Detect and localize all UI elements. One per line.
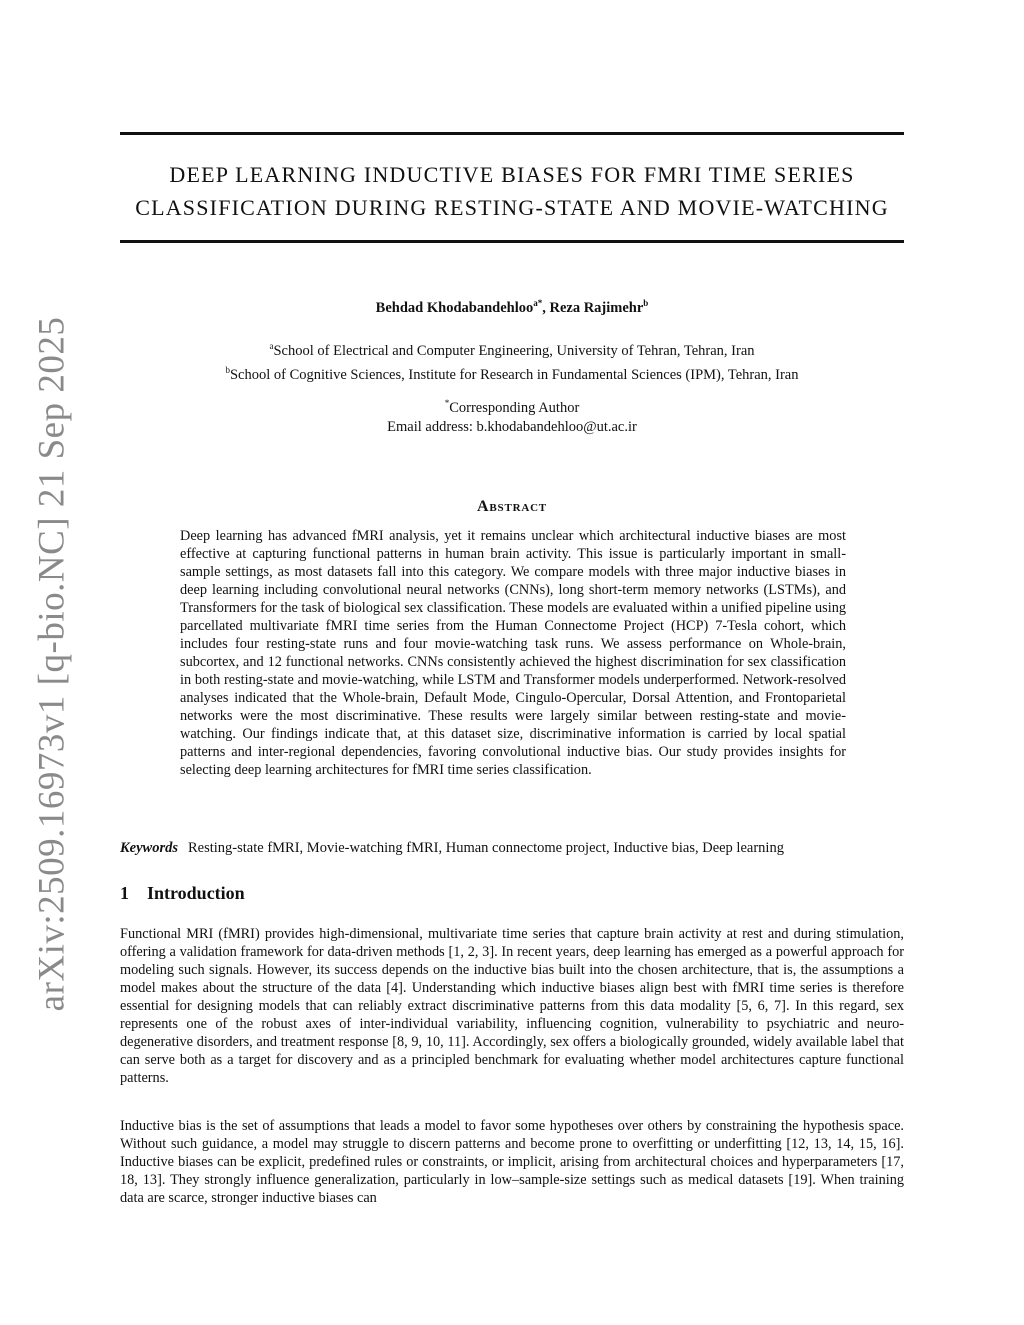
email-line: Email address: b.khodabandehloo@ut.ac.ir <box>387 418 637 435</box>
keywords-label: Keywords <box>120 840 178 856</box>
title-top-rule <box>120 132 904 135</box>
author-affiliation-mark: a* <box>533 298 543 308</box>
paper-title <box>120 158 904 224</box>
body-paragraph: Inductive bias is the set of assumptions that leads a model to favor some hypotheses over others by constraining the hypothesis space. Without such guidance, a model may struggle to discern patterns and become prone to overfitting or underfitting [12, 13, 14, 15, 16]. Inductive biases can be explicit, predefined rules or constraints, or implicit, arising from architectural choices and hyperparameters [17, 18, 13]. They strongly influence generalization, particularly in low–sample-size settings such as medical datasets [19]. When training data are scarce, stronger inductive biases can <box>120 1118 904 1206</box>
title-bottom-rule <box>120 240 904 243</box>
affiliation-mark: a <box>269 341 274 351</box>
abstract-heading: Abstract <box>477 498 547 515</box>
corresponding-author-line <box>120 394 904 418</box>
author-affiliation-mark: b <box>643 298 649 308</box>
abstract-text: Deep learning has advanced fMRI analysis, yet it remains unclear which architectural inductive biases are most effective at capturing functional patterns in human brain activity. This issue is particularly important in small-sample settings, as most datasets fall into this category. We compare models with three major inductive biases in deep learning including convolutional neural networks (CNNs), long short-term memory networks (LSTMs), and Transformers for the task of biological sex classification. These models are evaluated within a unified pipeline using parcellated multivariate fMRI time series from the Human Connectome Project (HCP) 7-Tesla cohort, which includes four resting-state runs and four movie-watching task runs. We assess performance on Whole-brain, subcortex, and 12 functional networks. CNNs consistently achieved the highest discrimination for sex classification in both resting-state and movie-watching, while LSTM and Transformer models underperformed. Network-resolved analyses indicated that the Whole-brain, Default Mode, Cingulo-Opercular, Dorsal Attention, and Frontoparietal networks were the most discriminative. These results were largely similar between resting-state and movie-watching. Our findings indicate that, at this dataset size, discriminative information is carried by local spatial patterns and inter-regional dependencies, favoring convolutional inductive bias. Our study provides insights for selecting deep learning architectures for fMRI time series classification. <box>180 528 846 778</box>
section-number: 1 <box>120 883 129 903</box>
affiliation-text: School of Cognitive Sciences, Institute for Research in Fundamental Sciences (IPM), Tehran, Iran <box>229 366 799 383</box>
keywords <box>120 840 904 857</box>
author-list <box>120 298 904 317</box>
affiliations <box>120 337 904 385</box>
author-name: Reza Rajimehr <box>549 299 644 316</box>
section-heading <box>120 883 245 904</box>
affiliation-line <box>120 361 904 385</box>
keywords-text: Resting-state fMRI, Movie-watching fMRI, Human connectome project, Inductive bias, Deep learning <box>188 840 784 856</box>
section-title: Introduction <box>147 883 245 903</box>
author-separator: , <box>542 299 550 316</box>
correspondence <box>120 394 904 437</box>
affiliation-line <box>120 337 904 361</box>
arxiv-side-stamp: arXiv:2509.16973v1 [q-bio.NC] 21 Sep 2025 <box>31 316 73 1012</box>
affiliation-text: School of Electrical and Computer Engineering, University of Tehran, Tehran, Iran <box>273 342 755 359</box>
corresponding-label: Corresponding Author <box>449 399 580 416</box>
affiliation-mark: b <box>225 364 230 375</box>
title-line-2: CLASSIFICATION DURING RESTING-STATE AND MOVIE-WATCHING <box>135 195 889 220</box>
title-line-1: DEEP LEARNING INDUCTIVE BIASES FOR FMRI TIME SERIES <box>169 162 855 187</box>
author-name: Behdad Khodabandehloo <box>375 299 534 316</box>
body-paragraph: Functional MRI (fMRI) provides high-dimensional, multivariate time series that capture brain activity at rest and during stimulation, offering a validation framework for data-driven methods [1, 2, 3]. In recent years, deep learning has emerged as a powerful approach for modeling such signals. However, its success depends on the inductive bias built into the chosen architecture, that is, the assumptions a model makes about the structure of the data [4]. Understanding which inductive biases align best with fMRI time series is therefore essential for designing models that can reliably extract discriminative patterns from this data modality [5, 6, 7]. In this regard, sex represents one of the robust axes of inter-individual variability, influencing cognition, vulnerability to psychiatric and neuro-degenerative disorders, and treatment response [8, 9, 10, 11]. Accordingly, sex offers a biologically grounded, widely available label that can serve both as a target for discovery and as a principled benchmark for evaluating whether model architectures capture functional patterns. <box>120 926 904 1086</box>
corresponding-mark: * <box>444 398 450 408</box>
